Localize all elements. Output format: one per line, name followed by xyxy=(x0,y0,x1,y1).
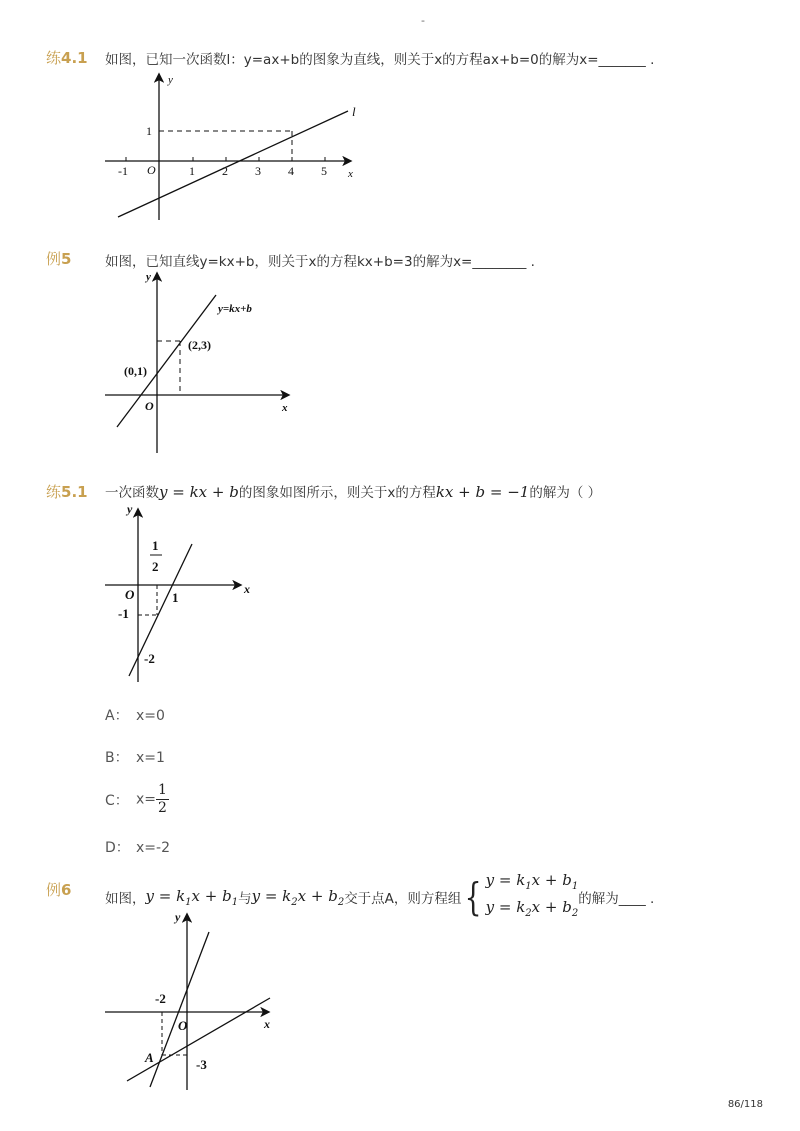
figure-4-1 xyxy=(100,70,370,225)
tick-label: 1 xyxy=(172,590,179,605)
figure-5 xyxy=(100,268,300,458)
option-c[interactable] xyxy=(105,782,169,817)
question-label-5 xyxy=(46,248,71,269)
text-seg: 一次函数 xyxy=(105,485,159,501)
tick-label: 2 xyxy=(222,164,228,178)
equation-system xyxy=(461,870,578,924)
option-value: x=1 xyxy=(136,750,165,766)
text-seg: 与 xyxy=(238,891,252,907)
question-text-4-1: 如图，已知一次函数l：y=ax+b的图象为直线，则关于x的方程ax+b=0的解为x=_______ . xyxy=(105,52,655,68)
option-key: D： xyxy=(105,840,130,856)
origin-label: O xyxy=(147,163,156,177)
option-d[interactable] xyxy=(105,837,170,857)
origin-label: O xyxy=(145,399,154,413)
option-b[interactable] xyxy=(105,747,165,767)
y-label: y xyxy=(146,271,151,283)
point-label-A: A xyxy=(145,1050,154,1065)
math-expr: $y = k_1x + b_1$ xyxy=(145,886,239,908)
text-seg: 如图， xyxy=(105,891,146,907)
figure-6 xyxy=(100,905,290,1095)
question-text-5-1 xyxy=(105,481,601,501)
text-seg: 的解为____ . xyxy=(578,891,655,907)
top-mark: - xyxy=(421,14,425,27)
half-numerator: 1 xyxy=(152,538,159,553)
y-label: y xyxy=(175,910,181,924)
origin-label: O xyxy=(125,587,135,602)
equation-row: $y = k_1x + b_1$ xyxy=(485,871,579,892)
text-seg: 交于点A，则方程组 xyxy=(344,891,462,907)
option-a[interactable] xyxy=(105,705,165,725)
label-prefix: 练 xyxy=(46,483,62,501)
point-label: (0,1) xyxy=(124,364,147,378)
text-seg: 的图象如图所示，则关于x的方程 xyxy=(238,485,436,501)
text-seg: 的解为（ ） xyxy=(529,485,602,501)
line-kx-b xyxy=(117,295,216,427)
line-label: y=kx+b xyxy=(218,303,252,315)
line-label: l xyxy=(352,104,356,119)
tick-label: -1 xyxy=(118,164,128,178)
fraction-denominator: 2 xyxy=(158,800,167,816)
y-label: y xyxy=(127,502,133,516)
label-prefix: 例 xyxy=(46,250,62,268)
fraction xyxy=(156,782,169,817)
point-label: (2,3) xyxy=(188,338,211,352)
label-number: 5 xyxy=(61,250,72,268)
option-key: A： xyxy=(105,708,129,724)
label-number: 6 xyxy=(61,881,72,899)
question-label-5-1 xyxy=(46,481,88,502)
label-prefix: 例 xyxy=(46,881,62,899)
option-value: x=-2 xyxy=(136,840,170,856)
fraction-numerator: 1 xyxy=(158,782,167,798)
origin-label: O xyxy=(178,1018,188,1033)
tick-label: 3 xyxy=(255,164,261,178)
question-label-4-1 xyxy=(46,47,88,68)
math-expr: y = kx + b xyxy=(159,483,239,501)
option-value: x= xyxy=(136,791,157,808)
x-label: x xyxy=(348,168,353,180)
tick-label: -3 xyxy=(196,1057,207,1072)
tick-label: 4 xyxy=(288,164,294,178)
question-text-5: 如图，已知直线y=kx+b，则关于x的方程kx+b=3的解为x=________ . xyxy=(105,254,535,270)
tick-label: -2 xyxy=(144,651,155,666)
tick-label: 5 xyxy=(321,164,327,178)
label-number: 4.1 xyxy=(61,49,88,67)
equation-row: $y = k_2x + b_2$ xyxy=(485,898,579,919)
tick-label: -1 xyxy=(118,606,129,621)
option-value: x=0 xyxy=(136,708,165,724)
label-number: 5.1 xyxy=(61,483,88,501)
label-prefix: 练 xyxy=(46,49,62,67)
math-expr: kx + b = −1 xyxy=(435,483,530,501)
y-label: y xyxy=(168,74,173,86)
figure-5-1 xyxy=(100,500,265,685)
x-label: x xyxy=(282,402,288,414)
half-denominator: 2 xyxy=(152,559,159,574)
tick-label: -2 xyxy=(155,991,166,1006)
tick-label: 1 xyxy=(189,164,195,178)
brace-icon: { xyxy=(465,875,482,919)
question-label-6 xyxy=(46,879,71,900)
option-key: B： xyxy=(105,750,129,766)
tick-label: 1 xyxy=(146,124,152,138)
option-key: C： xyxy=(105,792,129,809)
page-number: 86/118 xyxy=(727,1099,763,1110)
math-expr: $y = k_2x + b_2$ xyxy=(251,886,345,908)
x-label: x xyxy=(244,582,250,596)
x-label: x xyxy=(264,1017,270,1031)
